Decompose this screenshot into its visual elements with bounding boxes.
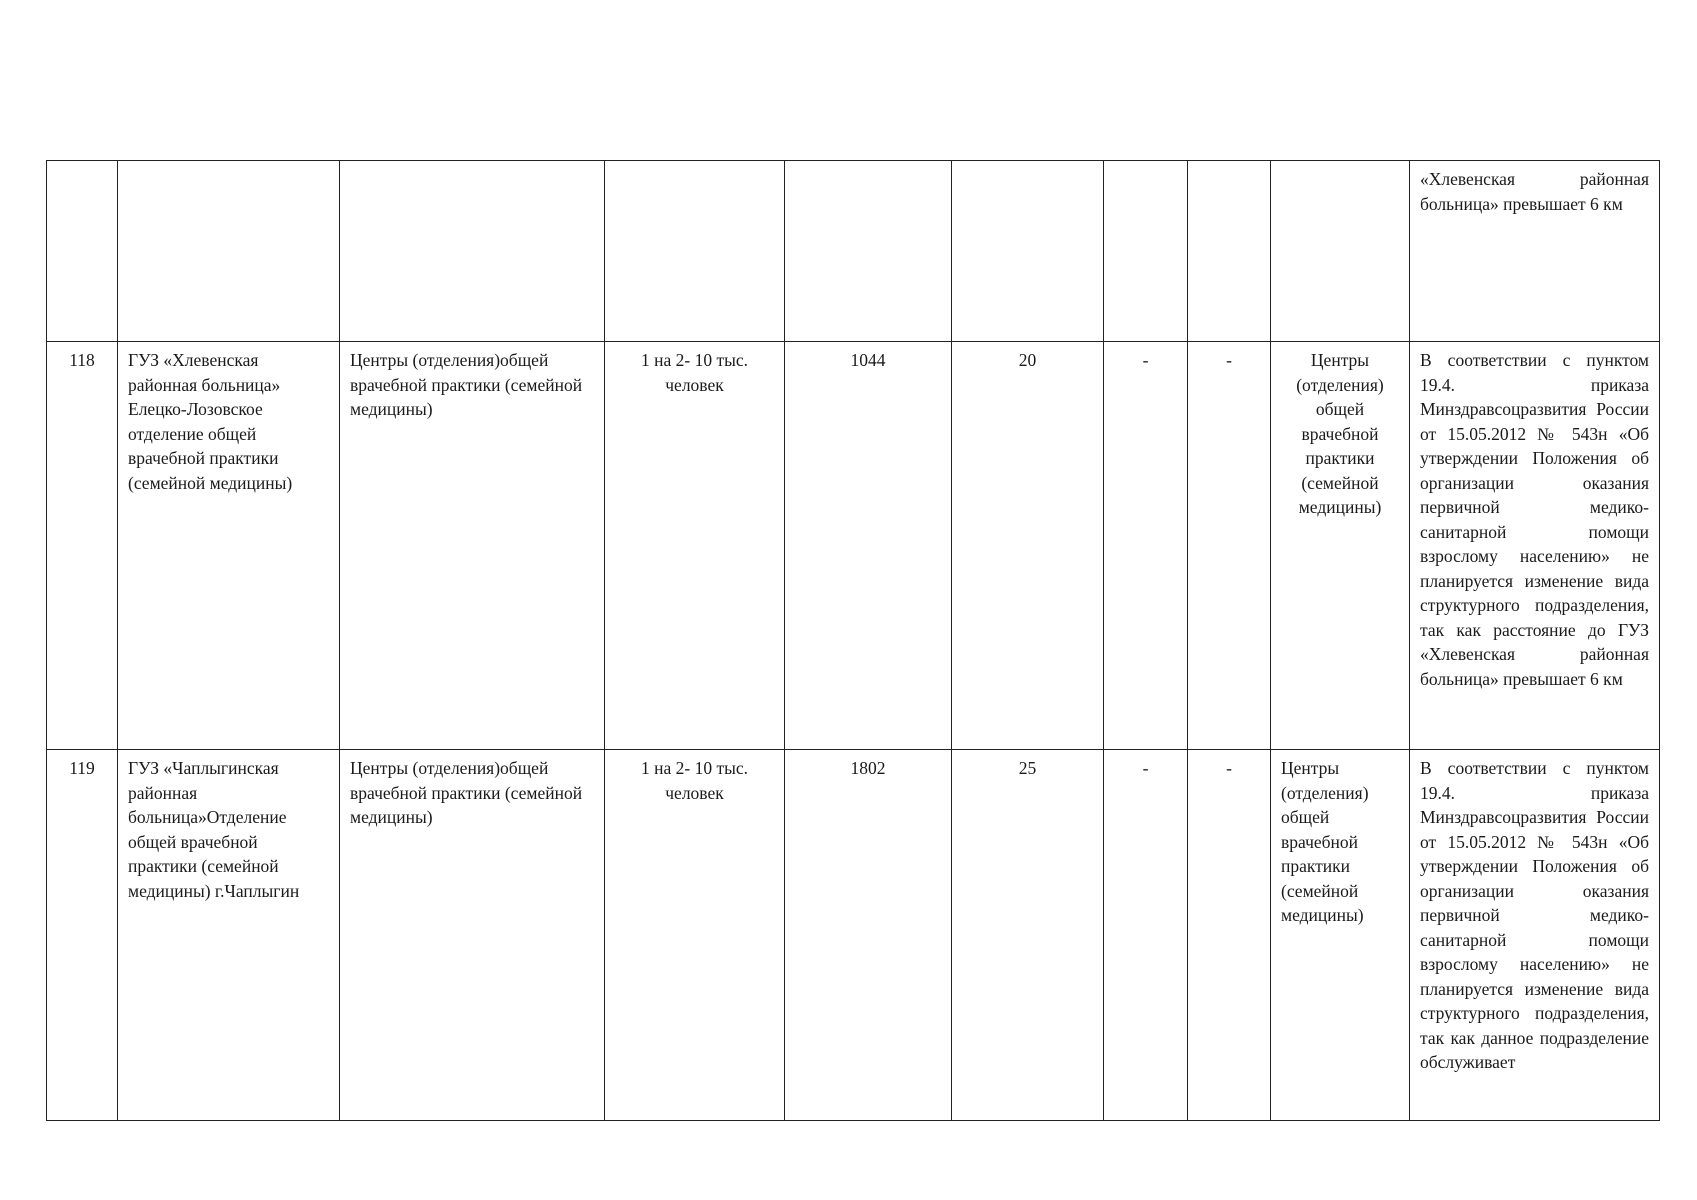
cell-distance	[952, 161, 1104, 342]
cell-population: 1802	[785, 750, 952, 1121]
cell-number	[47, 161, 118, 342]
cell-col8: -	[1188, 342, 1271, 750]
table-row	[47, 750, 1660, 1121]
cell-norm: 1 на 2- 10 тыс. человек	[605, 342, 785, 750]
table-row-continuation	[47, 161, 1660, 342]
cell-col8: -	[1188, 750, 1271, 1121]
cell-col7: -	[1104, 750, 1188, 1121]
cell-institution: ГУЗ «Хлевенская районная больница» Елецко-Лозовское отделение общей врачебной практики (семейной медицины)	[118, 342, 340, 750]
cell-population: 1044	[785, 342, 952, 750]
cell-col7: -	[1104, 342, 1188, 750]
cell-planned-type: Центры (отделения) общей врачебной практики (семейной медицины)	[1271, 342, 1410, 750]
table-row	[47, 342, 1660, 750]
cell-distance: 25	[952, 750, 1104, 1121]
cell-planned-type	[1271, 161, 1410, 342]
cell-distance: 20	[952, 342, 1104, 750]
cell-note: В соответствии с пунктом 19.4. приказа Минздравсоцразвития России от 15.05.2012 № 543н «Об утверждении Положения об организации оказания первичной медико-санитарной помощи взрослому населению» не планируется изменение вида структурного подразделения, так как расстояние до ГУЗ «Хлевенская районная больница» превышает 6 км	[1410, 342, 1660, 750]
cell-planned-type: Центры (отделения) общей врачебной практики (семейной медицины)	[1271, 750, 1410, 1121]
cell-institution	[118, 161, 340, 342]
cell-number: 119	[47, 750, 118, 1121]
cell-norm: 1 на 2- 10 тыс. человек	[605, 750, 785, 1121]
cell-col8	[1188, 161, 1271, 342]
facilities-table	[46, 160, 1660, 1121]
cell-unit-type: Центры (отделения)общей врачебной практики (семейной медицины)	[340, 342, 605, 750]
cell-col7	[1104, 161, 1188, 342]
cell-number: 118	[47, 342, 118, 750]
cell-unit-type: Центры (отделения)общей врачебной практики (семейной медицины)	[340, 750, 605, 1121]
cell-population	[785, 161, 952, 342]
cell-institution: ГУЗ «Чаплыгинская районная больница»Отделение общей врачебной практики (семейной медицины) г.Чаплыгин	[118, 750, 340, 1121]
cell-unit-type	[340, 161, 605, 342]
cell-note: В соответствии с пунктом 19.4. приказа Минздравсоцразвития России от 15.05.2012 № 543н «Об утверждении Положения об организации оказания первичной медико-санитарной помощи взрослому населению» не планируется изменение вида структурного подразделения, так как данное подразделение обслуживает	[1410, 750, 1660, 1121]
cell-norm	[605, 161, 785, 342]
cell-note: «Хлевенская районная больница» превышает 6 км	[1410, 161, 1660, 342]
